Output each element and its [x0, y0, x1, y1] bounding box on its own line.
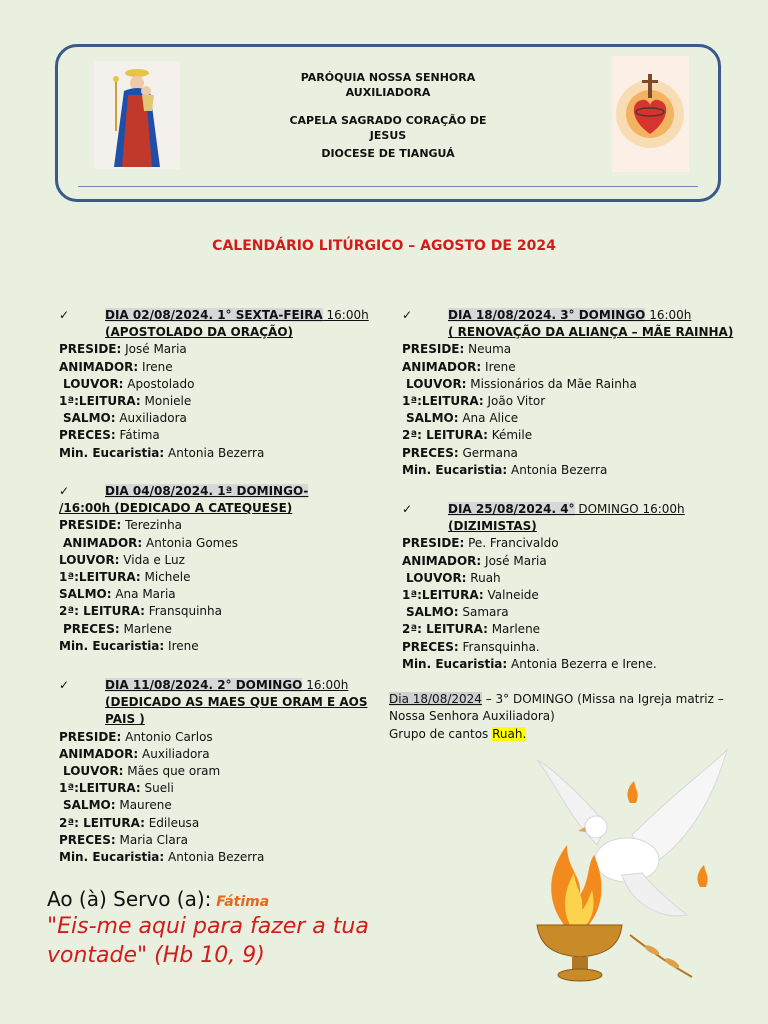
- schedule-block-aug-04: [59, 483, 379, 655]
- schedule-block-aug-18: [402, 307, 742, 479]
- min-eucaristia-label: Min. Eucaristia:: [402, 656, 508, 671]
- leitura1-value: Sueli: [140, 781, 174, 796]
- louvor-label: LOUVOR:: [59, 552, 120, 567]
- page-title: CALENDÁRIO LITÚRGICO – AGOSTO DE 2024: [212, 238, 556, 254]
- min-eucaristia-row: [402, 462, 742, 479]
- min-eucaristia-row: [402, 656, 742, 673]
- check-icon: ✓: [402, 308, 413, 322]
- day-heading: DIA 04/08/2024. 1ª DOMINGO-: [105, 484, 309, 498]
- bible-quote: "Eis-me aqui para fazer a tua vontade" (Hb 10, 9): [47, 914, 369, 968]
- header-rule: [78, 186, 698, 187]
- louvor-label: LOUVOR:: [63, 376, 124, 391]
- preside-value: Neuma: [464, 342, 512, 357]
- schedule-block-aug-11: [59, 677, 379, 866]
- leitura2-row: [402, 621, 742, 638]
- salmo-row: [59, 797, 379, 814]
- salmo-label: SALMO:: [406, 605, 459, 620]
- animador-row: [402, 359, 742, 376]
- preces-row: [59, 427, 379, 444]
- preces-value: Marlene: [119, 621, 172, 636]
- preces-label: PRECES:: [63, 621, 120, 636]
- preside-label: PRESIDE:: [59, 342, 122, 357]
- min-eucaristia-value: Antonia Bezerra: [164, 445, 265, 460]
- day-time: 16:00h: [322, 308, 369, 322]
- salmo-row: [59, 586, 379, 603]
- check-icon: ✓: [59, 484, 70, 498]
- louvor-value: Mães que oram: [123, 764, 221, 779]
- day-subtitle: (DEDICADO AS MAES QUE ORAM E AOS: [105, 695, 368, 710]
- min-eucaristia-label: Min. Eucaristia:: [59, 445, 165, 460]
- leitura2-value: Marlene: [487, 622, 541, 637]
- preside-row: [402, 535, 742, 552]
- louvor-label: LOUVOR:: [406, 570, 467, 585]
- preces-value: Fransquinha.: [458, 639, 540, 654]
- louvor-row: [59, 376, 379, 393]
- day-heading: DIA 02/08/2024. 1° SEXTA-FEIRA: [105, 308, 323, 322]
- servant-name: Fátima: [211, 894, 270, 910]
- animador-value: Irene: [481, 359, 516, 374]
- louvor-label: LOUVOR:: [63, 764, 124, 779]
- leitura2-label: 2ª: LEITURA:: [402, 428, 488, 443]
- servant-label: Ao (à) Servo (a):: [47, 887, 212, 911]
- animador-value: Auxiliadora: [138, 746, 210, 761]
- min-eucaristia-row: [59, 445, 379, 462]
- preside-value: Antonio Carlos: [121, 729, 213, 744]
- salmo-value: Maurene: [115, 798, 172, 813]
- check-icon: ✓: [402, 502, 413, 516]
- diocese-name: DIOCESE DE TIANGUÁ: [321, 147, 455, 160]
- preside-label: PRESIDE:: [59, 518, 122, 533]
- note-text: – 3° DOMINGO (Missa na Igreja matriz – Nossa Senhora Auxiliadora): [389, 692, 724, 724]
- louvor-row: [402, 376, 742, 393]
- preside-row: [59, 517, 379, 534]
- leitura1-value: Michele: [140, 570, 191, 585]
- preside-row: [59, 729, 379, 746]
- salmo-label: SALMO:: [406, 411, 459, 426]
- leitura1-value: João Vitor: [483, 394, 546, 409]
- salmo-row: [59, 410, 379, 427]
- schedule-block-aug-25: [402, 501, 742, 673]
- animador-label: ANIMADOR:: [59, 359, 139, 374]
- min-eucaristia-row: [59, 638, 379, 655]
- animador-row: [59, 359, 379, 376]
- animador-label: ANIMADOR:: [402, 553, 482, 568]
- day-heading: DIA 25/08/2024. 4°: [448, 502, 575, 516]
- leitura1-label: 1ª:LEITURA:: [59, 394, 141, 409]
- parish-name: PARÓQUIA NOSSA SENHORA AUXILIADORA: [300, 71, 476, 99]
- day-subtitle: (APOSTOLADO DA ORAÇÃO): [105, 325, 294, 340]
- salmo-value: Auxiliadora: [115, 411, 187, 426]
- preside-label: PRESIDE:: [59, 729, 122, 744]
- louvor-value: Missionários da Mãe Rainha: [466, 376, 637, 391]
- servant-line: [47, 887, 269, 911]
- louvor-row: [59, 552, 379, 569]
- chapel-name: CAPELA SAGRADO CORAÇÃO DE JESUS: [289, 114, 487, 142]
- sacred-heart-image: [612, 56, 689, 172]
- preside-value: Terezinha: [121, 518, 183, 533]
- preces-label: PRECES:: [59, 428, 116, 443]
- leitura2-value: Kémile: [487, 428, 533, 443]
- preside-value: José Maria: [121, 342, 187, 357]
- matrix-mass-note: [389, 691, 734, 743]
- dove-and-flame-image: [512, 745, 744, 995]
- day-subtitle: ( RENOVAÇÃO DA ALIANÇA – MÃE RAINHA): [448, 325, 734, 340]
- louvor-value: Ruah: [466, 570, 501, 585]
- preside-label: PRESIDE:: [402, 536, 465, 551]
- preces-row: [59, 832, 379, 849]
- salmo-value: Samara: [458, 605, 509, 620]
- louvor-row: [59, 763, 379, 780]
- day-time: DOMINGO 16:00h: [574, 502, 685, 516]
- animador-row: [402, 553, 742, 570]
- min-eucaristia-value: Antonia Bezerra: [164, 850, 265, 865]
- leitura2-row: [402, 427, 742, 444]
- preces-value: Maria Clara: [115, 832, 188, 847]
- min-eucaristia-value: Antonia Bezerra: [507, 462, 608, 477]
- salmo-value: Ana Alice: [458, 411, 519, 426]
- preces-row: [59, 621, 379, 638]
- leitura1-label: 1ª:LEITURA:: [59, 570, 141, 585]
- day-time: 16:00h: [302, 678, 349, 692]
- salmo-label: SALMO:: [63, 411, 116, 426]
- preces-value: Germana: [458, 445, 518, 460]
- preside-row: [59, 341, 379, 358]
- louvor-value: Apostolado: [123, 376, 195, 391]
- leitura2-label: 2ª: LEITURA:: [402, 622, 488, 637]
- leitura1-row: [59, 393, 379, 410]
- leitura1-row: [402, 393, 742, 410]
- min-eucaristia-label: Min. Eucaristia:: [59, 638, 165, 653]
- preside-label: PRESIDE:: [402, 342, 465, 357]
- leitura1-value: Moniele: [140, 394, 192, 409]
- leitura1-row: [402, 587, 742, 604]
- day-heading: DIA 11/08/2024. 2° DOMINGO: [105, 678, 303, 692]
- min-eucaristia-label: Min. Eucaristia:: [59, 850, 165, 865]
- note-group-name: Ruah.: [492, 726, 527, 741]
- salmo-value: Ana Maria: [111, 587, 176, 602]
- day-subtitle-cont: PAIS ): [105, 712, 145, 727]
- preces-row: [402, 445, 742, 462]
- animador-label: ANIMADOR:: [59, 746, 139, 761]
- min-eucaristia-value: Irene: [164, 638, 199, 653]
- salmo-row: [402, 604, 742, 621]
- leitura1-row: [59, 780, 379, 797]
- note-date: Dia 18/08/2024: [389, 692, 482, 706]
- preces-row: [402, 639, 742, 656]
- louvor-row: [402, 570, 742, 587]
- check-icon: ✓: [59, 308, 70, 322]
- leitura2-label: 2ª: LEITURA:: [59, 815, 145, 830]
- animador-row: [59, 535, 379, 552]
- animador-row: [59, 746, 379, 763]
- salmo-row: [402, 410, 742, 427]
- preces-label: PRECES:: [59, 832, 116, 847]
- salmo-label: SALMO:: [63, 798, 116, 813]
- day-subtitle: (DIZIMISTAS): [448, 519, 537, 534]
- leitura2-value: Fransquinha: [144, 604, 222, 619]
- preside-value: Pe. Francivaldo: [464, 536, 559, 551]
- min-eucaristia-value: Antonia Bezerra e Irene.: [507, 656, 657, 671]
- salmo-label: SALMO:: [59, 587, 112, 602]
- leitura1-label: 1ª:LEITURA:: [402, 588, 484, 603]
- preces-value: Fátima: [115, 428, 160, 443]
- mary-help-of-christians-image: [94, 61, 180, 169]
- day-subtitle: /16:00h (DEDICADO A CATEQUESE): [59, 501, 293, 516]
- leitura2-row: [59, 603, 379, 620]
- min-eucaristia-row: [59, 849, 379, 866]
- animador-value: José Maria: [481, 553, 547, 568]
- day-time: 16:00h: [645, 308, 692, 322]
- leitura2-row: [59, 815, 379, 832]
- louvor-label: LOUVOR:: [406, 376, 467, 391]
- animador-label: ANIMADOR:: [63, 535, 143, 550]
- leitura2-value: Edileusa: [144, 815, 200, 830]
- check-icon: ✓: [59, 678, 70, 692]
- schedule-block-aug-02: [59, 307, 379, 462]
- preces-label: PRECES:: [402, 639, 459, 654]
- min-eucaristia-label: Min. Eucaristia:: [402, 462, 508, 477]
- animador-label: ANIMADOR:: [402, 359, 482, 374]
- day-heading: DIA 18/08/2024. 3° DOMINGO: [448, 308, 646, 322]
- preces-label: PRECES:: [402, 445, 459, 460]
- leitura1-label: 1ª:LEITURA:: [59, 781, 141, 796]
- leitura1-label: 1ª:LEITURA:: [402, 394, 484, 409]
- leitura1-value: Valneide: [483, 588, 539, 603]
- louvor-value: Vida e Luz: [119, 552, 185, 567]
- leitura2-label: 2ª: LEITURA:: [59, 604, 145, 619]
- leitura1-row: [59, 569, 379, 586]
- preside-row: [402, 341, 742, 358]
- note-group-label: Grupo de cantos: [389, 726, 493, 741]
- animador-value: Antonia Gomes: [142, 535, 238, 550]
- animador-value: Irene: [138, 359, 173, 374]
